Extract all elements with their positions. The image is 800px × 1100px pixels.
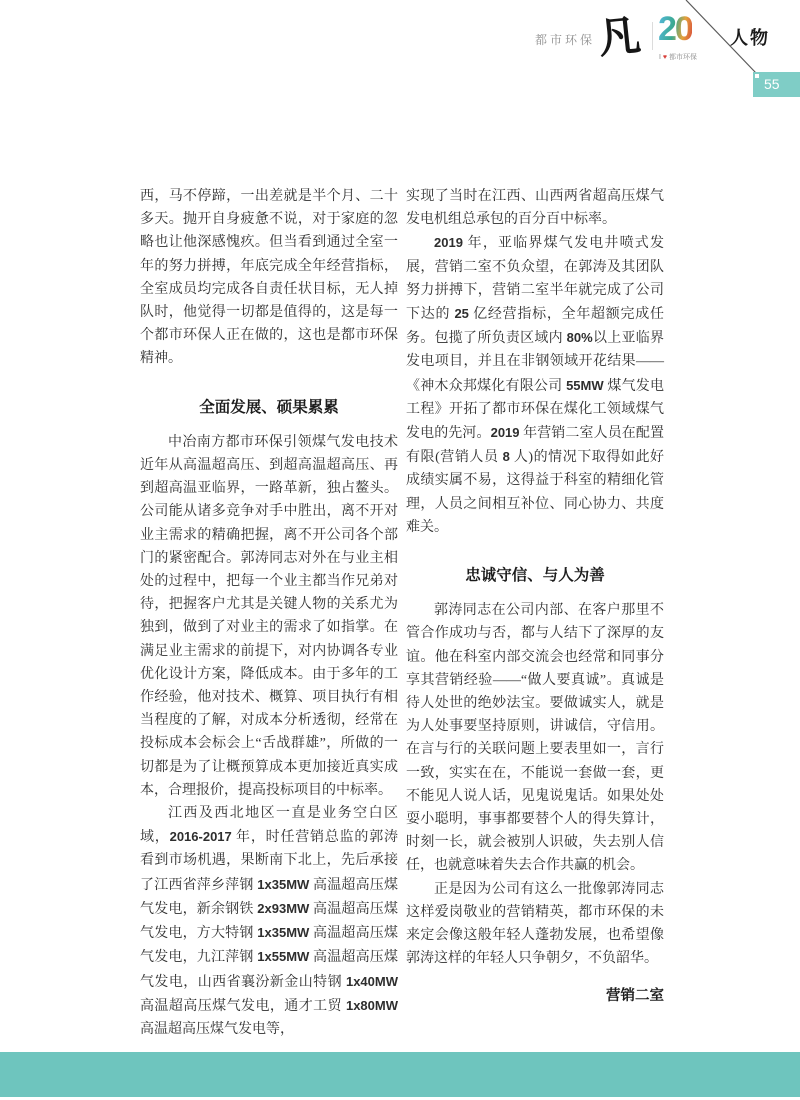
paragraph: 中冶南方都市环保引领煤气发电技术近年从高温超高压、到超高温超高压、再到超高温亚临界，一路革新，独占鳌头。公司能从诸多竞争对手中胜出，离不开对业主需求的精确把握，离不开公司各个部门的紧密配合。郭涛同志对外在与业主相处的过程中，把每一个业主都当作兄弟对待，把握客户尤其是关键人物的关系尤为独到，做到了对业主的需求了如指掌。在满足业主需求的前提下，对内协调各专业优化设计方案，降低成本。由于多年的工作经验，他对技术、概算、项目执行有相当程度的了解，对成本分析透彻，经常在投标成本会标会上“舌战群雄”，所做的一切都是为了让概预算成本更加接近真实成本，合理报价，提高投标项目的中标率。 bbox=[140, 434, 398, 798]
section-heading-integrity: 忠诚守信、与人为善 bbox=[465, 567, 605, 585]
header-diagonal-line bbox=[680, 0, 760, 75]
page-number-badge: 55 bbox=[753, 72, 800, 97]
section-heading-development: 全面发展、硕果累累 bbox=[199, 398, 339, 416]
header-divider bbox=[652, 22, 653, 50]
paragraph: 正是因为公司有这么一批像郭涛同志这样爱岗敬业的营销精英，都市环保的未来定会像这般年轻人蓬勃发展，也希望像郭涛这样的年轻人只争朝夕，不负韶华。 bbox=[406, 881, 664, 967]
article-right-column bbox=[406, 185, 664, 1008]
calligraphy-logo: 凡 bbox=[595, 9, 643, 64]
brand-wordmark: 都市环保 bbox=[535, 33, 596, 47]
paragraph: 西，马不停蹄，一出差就是半个月、二十多天。抛开自身疲惫不说，对于家庭的忽略也让他深感愧疚。但当看到通过全室一年的努力拼搏，年底完成全年经营指标，全室成员均完成各自责任状目标，无人掉队时，他觉得一切都是值得的，这是每一个都市环保人正在做的，这也是都市环保精神。 bbox=[140, 189, 398, 367]
article-left-column bbox=[140, 185, 398, 1041]
anniversary-20-logo: 20 bbox=[658, 10, 692, 48]
section-label: 人物 bbox=[730, 28, 770, 48]
paragraph: 实现了当时在江西、山西两省超高压煤气发电机组总承包的百分百中标率。 bbox=[406, 189, 664, 228]
paragraph: 江西及西北地区一直是业务空白区域，2016-2017 年，时任营销总监的郭涛看到市场机遇，果断南下北上，先后承接了江西省萍乡萍钢 1x35MW 高温超高压煤气发电，新余钢铁 2x93MW 高温超高压煤气发电，方大特钢 1x35MW 高温超高压煤气发电，九江萍钢 1x55MW 高温超高压煤气发电，山西省襄汾新金山特钢 1x40MW 高温超高压煤气发电，通才工贸 1x80MW 高温超高压煤气发电等， bbox=[140, 806, 399, 1037]
footer-band bbox=[0, 1052, 800, 1097]
paragraph: 郭涛同志在公司内部、在客户那里不管合作成功与否，都与人结下了深厚的友谊。他在科室内部交流会也经常和同事分享其营销经验——“做人要真诚”。真诚是待人处世的绝妙法宝。要做诚实人，就是为人处事要坚持原则，讲诚信，守信用。在言与行的关联问题上要表里如一，言行一致，实实在在，不能说一套做一套，更不能见人说人话，见鬼说鬼话。如果处处耍小聪明，事事都要替个人的得失算计，时刻一长，就会被别人识破，失去别人信任，也就意味着失去合作共赢的机会。 bbox=[406, 603, 664, 874]
paragraph: 2019 年，亚临界煤气发电井喷式发展，营销二室不负众望，在郭涛及其团队努力拼搏下，营销二室半年就完成了公司下达的 25 亿经营指标，全年超额完成任务。包揽了所负责区域内 80%以上亚临界发电项目，并且在非钢领域开花结果——《神木众邦煤化有限公司 55MW 煤气发电工程》开拓了都市环保在煤化工领域煤气发电的先河。2019 年营销二室人员在配置有限(营销人员 8 人)的情况下取得如此好成绩实属不易，这得益于科室的精细化管理，人员之间相互补位、同心协力、共度难关。 bbox=[406, 235, 665, 535]
logo-tagline: I ♥ 都市环保 bbox=[659, 54, 697, 61]
byline: 营销二室 bbox=[606, 987, 664, 1004]
